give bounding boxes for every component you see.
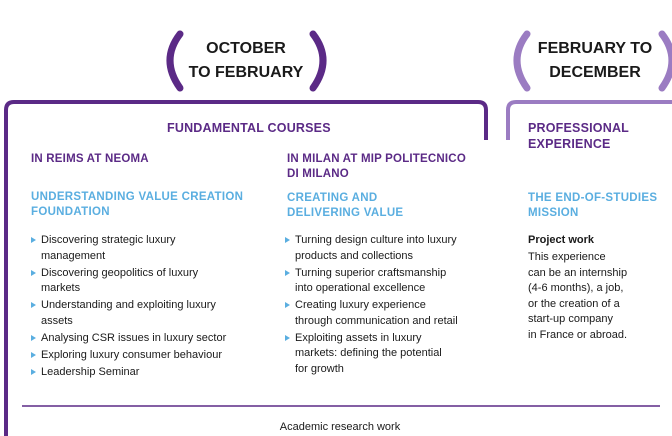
course-item-line: into operational excellence bbox=[295, 282, 426, 294]
reims-subtitle bbox=[31, 190, 243, 220]
professional-subtitle bbox=[528, 191, 657, 221]
description-line: can be an internship bbox=[528, 266, 628, 279]
bullet-arrow-icon bbox=[31, 302, 36, 308]
bullet-arrow-icon bbox=[31, 369, 36, 375]
fundamental-title: FUNDAMENTAL COURSES bbox=[167, 121, 331, 135]
academic-research-label: Academic research work bbox=[279, 421, 401, 433]
period-first-line1: OCTOBER bbox=[206, 40, 286, 57]
milan-course-list bbox=[285, 233, 490, 379]
period-second-line2: DECEMBER bbox=[549, 64, 641, 81]
milan-subtitle-line1: CREATING AND bbox=[287, 192, 378, 204]
course-item-line: markets bbox=[41, 282, 81, 294]
reims-course-list bbox=[31, 233, 261, 382]
reims-subtitle-line2: FOUNDATION bbox=[31, 206, 110, 218]
course-item-line: for growth bbox=[295, 362, 344, 375]
course-item-line: Discovering strategic luxury bbox=[41, 234, 176, 246]
course-item-line: Analysing CSR issues in luxury sector bbox=[41, 331, 227, 344]
bullet-arrow-icon bbox=[285, 335, 290, 341]
milan-subtitle-line2: DELIVERING VALUE bbox=[287, 207, 404, 219]
course-item-line: management bbox=[41, 249, 106, 262]
bullet-arrow-icon bbox=[31, 352, 36, 358]
period-first bbox=[178, 37, 314, 85]
milan-campus-line1: IN MILAN AT MIP POLITECNICO bbox=[287, 153, 466, 165]
bullet-arrow-icon bbox=[31, 237, 36, 243]
course-item-line: markets: defining the potential bbox=[295, 347, 442, 359]
period-first-line2: TO FEBRUARY bbox=[188, 64, 304, 81]
reims-campus: IN REIMS AT NEOMA bbox=[31, 153, 149, 165]
course-item bbox=[31, 298, 261, 329]
course-item-line: Discovering geopolitics of luxury bbox=[41, 266, 199, 279]
milan-subtitle bbox=[287, 191, 403, 221]
project-work-label: Project work bbox=[528, 234, 595, 246]
course-item bbox=[285, 266, 490, 297]
period-second bbox=[522, 37, 668, 85]
course-item-line: Understanding and exploiting luxury bbox=[41, 299, 216, 311]
course-item-line: Leadership Seminar bbox=[41, 365, 140, 378]
course-item bbox=[31, 348, 261, 364]
course-item bbox=[31, 331, 261, 347]
course-item-line: Turning superior craftsmanship bbox=[295, 266, 447, 279]
description-line: in France or abroad. bbox=[528, 328, 628, 341]
course-item bbox=[285, 298, 490, 329]
description-line: start-up company bbox=[528, 313, 613, 325]
bullet-arrow-icon bbox=[285, 237, 290, 243]
period-second-line1: FEBRUARY TO bbox=[537, 40, 653, 57]
right-paren-first bbox=[313, 34, 323, 88]
milan-campus bbox=[287, 152, 466, 182]
course-item bbox=[31, 365, 261, 381]
professional-description bbox=[528, 250, 668, 343]
course-item bbox=[31, 233, 261, 264]
course-item bbox=[31, 266, 261, 297]
bullet-arrow-icon bbox=[285, 302, 290, 308]
professional-subtitle-line2: MISSION bbox=[528, 207, 579, 219]
professional-title-line2: EXPERIENCE bbox=[528, 137, 611, 151]
description-line: This experience bbox=[528, 251, 606, 263]
description-line: (4-6 months), a job, bbox=[528, 282, 624, 294]
reims-subtitle-line1: UNDERSTANDING VALUE CREATION bbox=[31, 191, 244, 203]
description-line: or the creation of a bbox=[528, 297, 620, 310]
course-item-line: Exploiting assets in luxury bbox=[295, 331, 422, 344]
course-item-line: assets bbox=[41, 314, 73, 327]
course-item-line: Exploring luxury consumer behaviour bbox=[41, 348, 222, 361]
course-item bbox=[285, 233, 490, 264]
bullet-arrow-icon bbox=[285, 270, 290, 276]
bullet-arrow-icon bbox=[31, 270, 36, 276]
course-item-line: Creating luxury experience bbox=[295, 299, 426, 311]
course-item bbox=[285, 331, 490, 378]
course-item-line: through communication and retail bbox=[295, 314, 458, 327]
professional-title-line1: PROFESSIONAL bbox=[528, 121, 630, 135]
professional-subtitle-line1: THE END-OF-STUDIES bbox=[528, 192, 658, 204]
milan-campus-line2: DI MILANO bbox=[287, 168, 349, 180]
course-item-line: products and collections bbox=[295, 249, 414, 262]
course-item-line: Turning design culture into luxury bbox=[295, 234, 457, 246]
professional-title bbox=[528, 120, 629, 152]
bullet-arrow-icon bbox=[31, 335, 36, 341]
